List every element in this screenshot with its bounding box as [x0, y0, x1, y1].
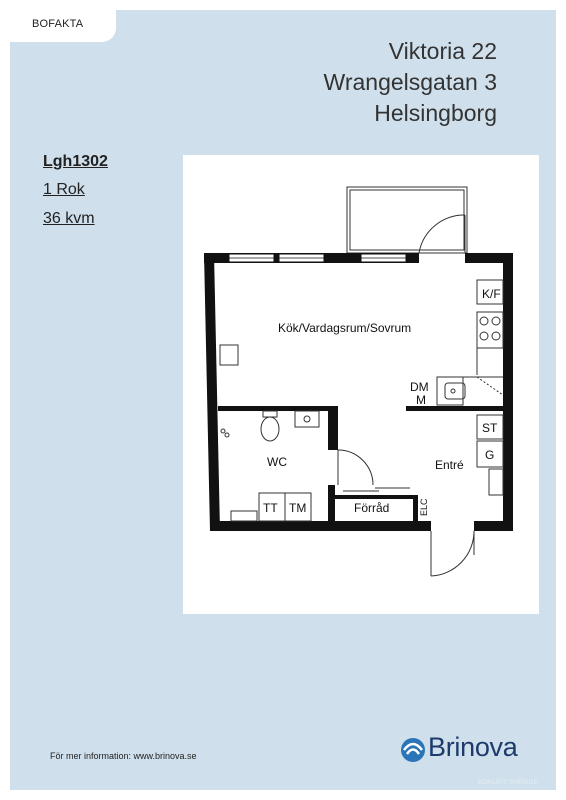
- balcony: [347, 187, 467, 253]
- entre-label: Entré: [435, 458, 464, 472]
- brinova-logo-icon: [401, 738, 425, 762]
- wc-door: [338, 450, 373, 485]
- brand-name: Brinova: [428, 732, 518, 762]
- elc-label: ELC: [419, 498, 429, 516]
- storage-doors: [343, 488, 410, 491]
- apartment-number: Lgh1302: [43, 153, 108, 170]
- address-line-1: Viktoria 22: [388, 38, 497, 64]
- watermark: BOPLATS SVERIGE: [478, 780, 539, 786]
- address-line-2: Wrangelsgatan 3: [323, 69, 497, 95]
- kf-label: K/F: [482, 287, 501, 301]
- tt-label: TT: [263, 501, 278, 515]
- apartment-area: 36 kvm: [43, 210, 95, 227]
- entrance-door: [431, 531, 474, 576]
- bofakta-tab: [10, 10, 116, 42]
- m-label: M: [416, 393, 426, 407]
- g-label: G: [485, 448, 495, 462]
- floorplan: [183, 155, 539, 614]
- dm-label: DM: [410, 380, 429, 394]
- st-label: ST: [482, 421, 498, 435]
- room-labels: [263, 287, 501, 516]
- forrad-label: Förråd: [354, 501, 390, 515]
- balcony-door: [419, 215, 465, 253]
- main-room-label: Kök/Vardagsrum/Sovrum: [278, 321, 412, 335]
- tab-label: BOFAKTA: [32, 18, 84, 30]
- wc-label: WC: [267, 455, 287, 469]
- shelf: [220, 345, 238, 365]
- windows: [229, 254, 406, 262]
- address-line-3: Helsingborg: [374, 100, 497, 126]
- tm-label: TM: [289, 501, 307, 515]
- outer-walls: [204, 253, 513, 531]
- footer-info: För mer information: www.brinova.se: [50, 751, 197, 761]
- apartment-rooms: 1 Rok: [43, 181, 85, 198]
